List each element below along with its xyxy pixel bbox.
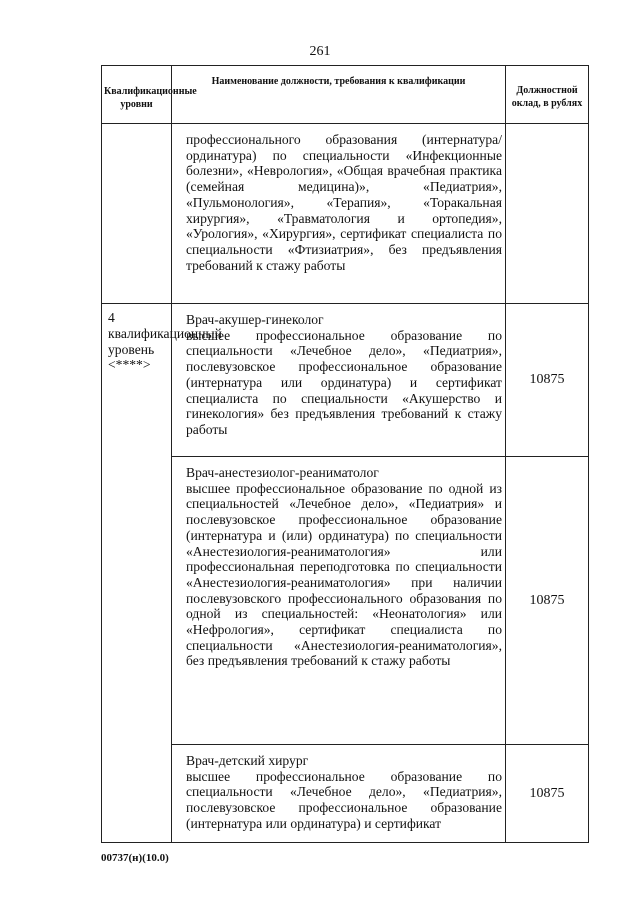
level-note: <****>: [108, 357, 151, 373]
salary-cell-empty: [506, 124, 589, 304]
position-cell: [172, 457, 506, 745]
qualification-table: [101, 65, 589, 843]
table-row: [102, 457, 589, 745]
position-requirements: высшее профессиональное образование по специальности «Лечебное дело», «Педиатрия», послевузовское профессиональное образование (интернатура или ординатура) и сертификат специалиста по специальности «Акушерство и гинекология» без предъявления требований к стажу работы: [186, 327, 502, 437]
position-requirements: высшее профессиональное образование по одной из специальностей «Лечебное дело», «Педиатрия» и послевузовское профессиональное образование (интернатура и (или) ординатура) по специальности «Анестезиология-реаниматология» или профессиональная переподготовка по специальности «Анестезиология-реаниматология» при наличии послевузовского профессионального образования по одной из специальностей: «Неонатология» или «Нефрология», сертификат специалиста по специальности «Анестезиология-реаниматология», без предъявления требований к стажу работы: [186, 480, 502, 669]
table-header-row: [102, 66, 589, 124]
position-title: Врач-анестезиолог-реаниматолог: [186, 465, 379, 480]
position-description: [172, 745, 505, 836]
level-number: 4: [108, 310, 115, 325]
level-group-cell: [102, 304, 222, 843]
header-salary: Должностной оклад, в рублях: [506, 66, 589, 124]
salary-value: 10875: [506, 745, 589, 843]
position-requirements: высшее профессиональное образование по специальности «Лечебное дело», «Педиатрия», послевузовское профессиональное образование (интернатура или ординатура) и сертификат: [186, 768, 502, 831]
table-row-continuation: [102, 124, 589, 304]
header-position: Наименование должности, требования к квалификации: [172, 66, 506, 124]
table-row: [102, 304, 589, 457]
salary-value: 10875: [506, 304, 589, 457]
position-title: Врач-детский хирург: [186, 753, 309, 768]
continuation-text: профессионального образования (интернатура/ординатура) по специальности «Инфекционные болезни», «Неврология», «Общая врачебная практика (семейная медицина)», «Педиатрия», «Пульмонология», «Терапия», «Торакальная хирургия», «Травматология и ортопедия», «Урология», «Хирургия», сертификат специалиста по специальности «Фтизиатрия», без предъявления требований к стажу работы: [186, 132, 502, 273]
header-level: Квалификационные уровни: [102, 66, 172, 124]
page-number: 261: [309, 44, 331, 59]
position-cell: [172, 745, 506, 843]
position-description: [172, 457, 505, 673]
position-description: [172, 304, 505, 442]
salary-value: 10875: [506, 457, 589, 745]
position-cell: [172, 304, 506, 457]
table-row: [102, 745, 589, 843]
position-title: Врач-акушер-гинеколог: [186, 312, 324, 327]
level-label: квалификационный уровень: [108, 325, 222, 357]
level-cell-empty: [102, 124, 172, 304]
position-cell: [172, 124, 506, 304]
document-code: 00737(н)(10.0): [101, 852, 169, 864]
